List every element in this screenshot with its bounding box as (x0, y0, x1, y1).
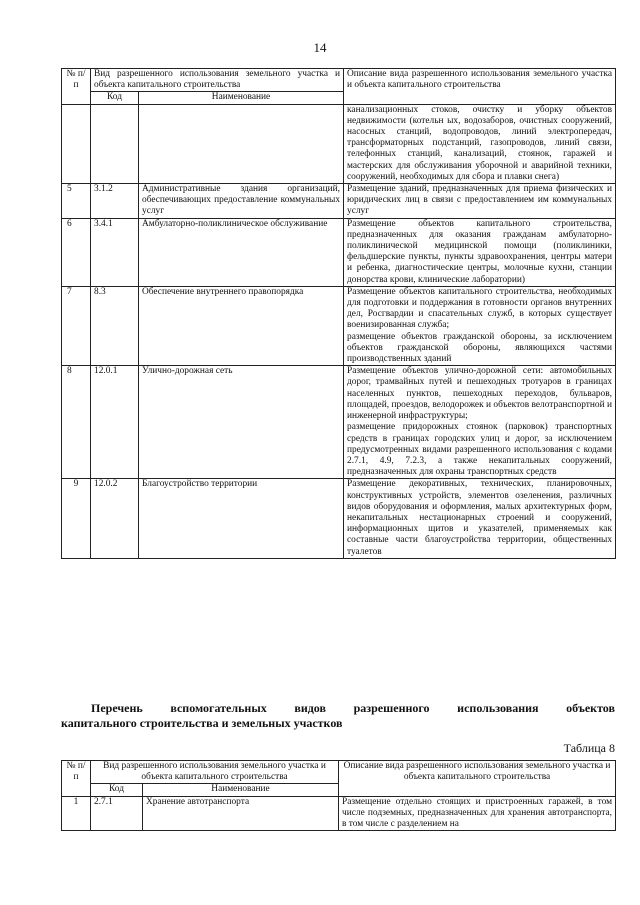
table-row (62, 479, 616, 558)
row-name: Обеспечение внутреннего правопорядка (139, 286, 344, 365)
row-description: Размещение декоративных, технических, планировочных, конструктивных устройств, элементов озеленения, различных видов оборудования и оформления, малых архитектурных форм, некапитальных нестационарных строений и сооружений, информационных щитов и указателей, применяемых как составные части благоустройства территории, общественных туалетов (344, 479, 616, 558)
header-name: Наименование (143, 784, 339, 796)
row-description (344, 286, 616, 365)
row-description: Размещение объектов капитального строительства, предназначенных для оказания гражданам амбулаторно-поликлинической медицинской помощи (поликлиники, фельдшерские пункты, пункты здравоохранения, центры матери и ребенка, диагностические центры, молочные кухни, станции донорства крови, клинические лаборатории) (344, 218, 616, 286)
header-code: Код (91, 784, 143, 796)
row-name (139, 104, 344, 183)
row-description: канализационных стоков, очистку и уборку объектов недвижимости (котельн ых, водозаборов, очистных сооружений, насосных станций, водопроводов, линий электропередач, трансформаторных подстанций, газопроводов, линий связи, телефонных станций, канализаций, стоянок, гаражей и мастерских для обслуживания уборочной и аварийной техники, сооружений, необходимых для сбора и плавки снега) (344, 104, 616, 183)
row-description-part: размещение придорожных стоянок (парковок) транспортных средств в границах городских улиц и дорог, за исключением предусмотренных видами разрешенного использования с кодами 2.7.1, 4.9, 7.2.3, а также некапитальных сооружений, предназначенных для охраны транспортных средств (347, 422, 613, 478)
permitted-use-table (61, 68, 616, 559)
row-description-part: Размещение объектов капитального строительства, необходимых для подготовки и поддержания в готовности органов внутренних дел, Росгвардии и спасательных служб, в которых существует военизированная служба; (347, 286, 613, 331)
table-row (62, 286, 616, 365)
row-num: 7 (62, 286, 91, 365)
header-code: Код (91, 92, 139, 104)
row-num: 6 (62, 218, 91, 286)
table-row (62, 218, 616, 286)
row-code: 3.4.1 (91, 218, 139, 286)
row-num (62, 104, 91, 183)
auxiliary-use-table (61, 760, 616, 831)
row-name: Благоустройство территории (139, 479, 344, 558)
row-name: Административные здания организаций, обеспечивающих предоставление коммунальных услуг (139, 184, 344, 219)
row-name: Улично-дорожная сеть (139, 366, 344, 479)
header-use-type: Вид разрешенного использования земельного участка и объекта капитального строительства (91, 69, 344, 92)
header-name: Наименование (139, 92, 344, 104)
row-code (91, 104, 139, 183)
section-heading-line: капитального строительства и земельных участков (61, 716, 343, 730)
header-use-type: Вид разрешенного использования земельного участка и объекта капитального строительства (91, 761, 339, 784)
table-label: Таблица 8 (563, 741, 615, 755)
row-description-part: размещение объектов гражданской обороны, за исключением объектов гражданской обороны, являющихся частями производственных зданий (347, 331, 613, 365)
row-code: 3.1.2 (91, 184, 139, 219)
header-num: № п/п (62, 761, 91, 797)
row-description: Размещение отдельно стоящих и пристроенных гаражей, в том числе подземных, предназначенных для хранения автотранспорта, в том числе с разделением на (339, 796, 616, 831)
row-num: 5 (62, 184, 91, 219)
row-description-part: Размещение объектов улично-дорожной сети: автомобильных дорог, трамвайных путей и пешеходных тротуаров в границах населенных пунктов, пешеходных переходов, бульваров, площадей, проездов, велодорожек и объектов велотранспортной и инженерной инфраструктуры; (347, 366, 613, 422)
row-name: Амбулаторно-поликлиническое обслуживание (139, 218, 344, 286)
section-heading-line: Перечень вспомогательных видов разрешенного использования объектов (91, 701, 615, 715)
row-num: 9 (62, 479, 91, 558)
table-header-row (62, 761, 616, 784)
page-number: 14 (313, 40, 327, 55)
table-row (62, 104, 616, 183)
row-code: 2.7.1 (91, 796, 143, 831)
row-num: 1 (62, 796, 91, 831)
row-code: 12.0.2 (91, 479, 139, 558)
section-heading (61, 701, 615, 731)
table-row (62, 184, 616, 219)
header-description: Описание вида разрешенного использования земельного участка и объекта капитального строительства (339, 761, 616, 797)
table-header-row (62, 69, 616, 92)
row-name: Хранение автотранспорта (143, 796, 339, 831)
table-row (62, 796, 616, 831)
header-description: Описание вида разрешенного использования земельного участка и объекта капитального строительства (344, 69, 616, 105)
row-code: 12.0.1 (91, 366, 139, 479)
row-num: 8 (62, 366, 91, 479)
row-code: 8.3 (91, 286, 139, 365)
row-description (344, 366, 616, 479)
header-num: № п/п (62, 69, 91, 105)
row-description: Размещение зданий, предназначенных для приема физических и юридических лиц в связи с предоставлением им коммунальных услуг (344, 184, 616, 219)
table-row (62, 366, 616, 479)
